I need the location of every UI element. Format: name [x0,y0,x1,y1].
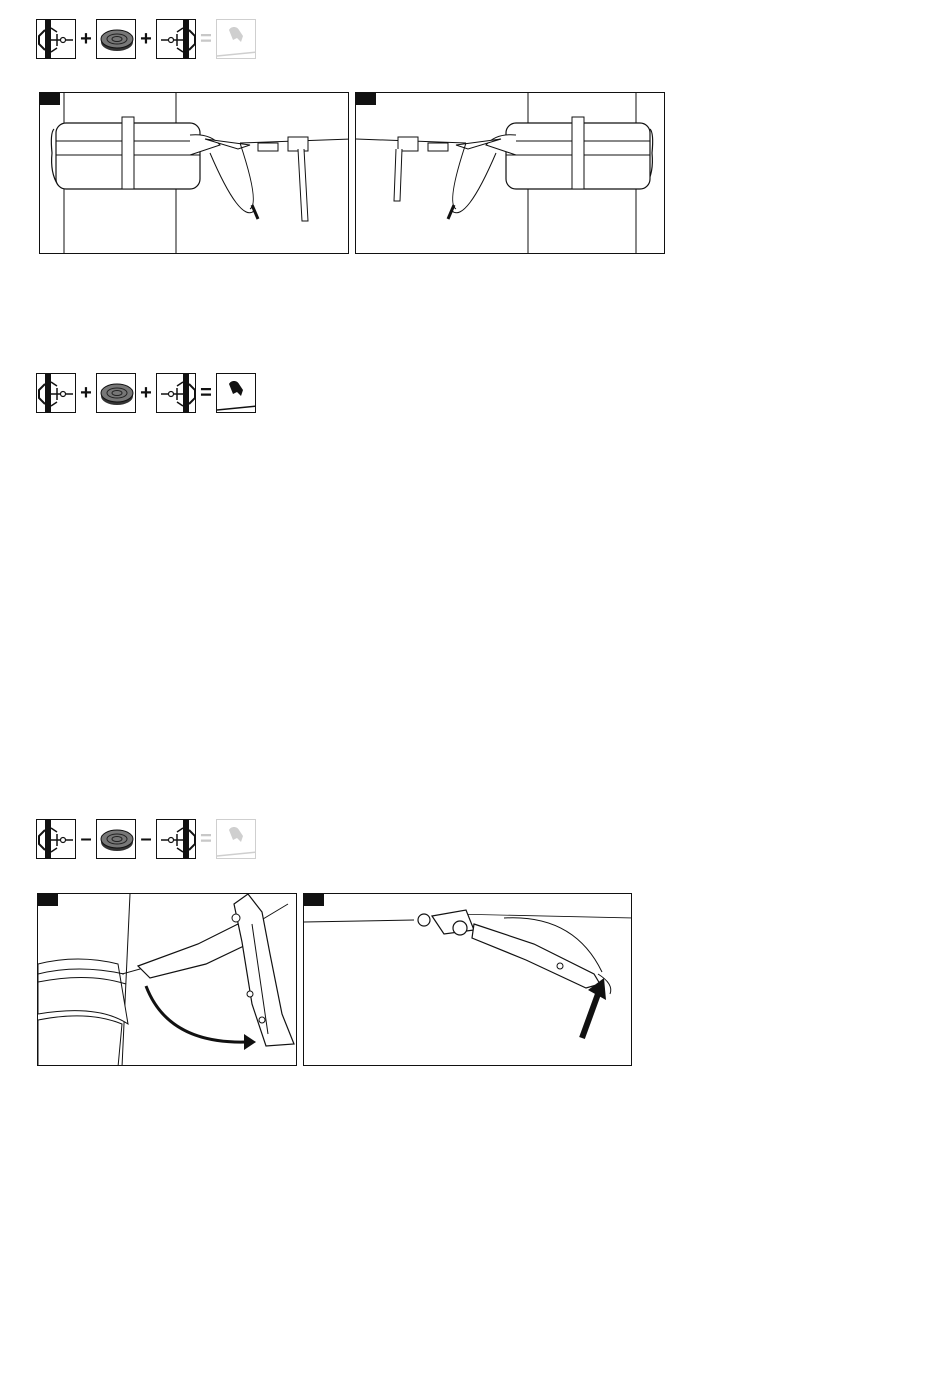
line-result-icon [216,819,256,859]
sling-coil-icon [96,819,136,859]
plus-operator: + [140,28,152,50]
instruction-row-3 [36,818,256,860]
instruction-row-2 [36,372,256,414]
sling-coil-icon [96,373,136,413]
panel-left-anchor [39,92,349,254]
left-anchor-icon [36,819,76,859]
line-result-icon [216,373,256,413]
equals-operator: = [200,28,212,50]
panel-lever-push [303,893,632,1066]
right-anchor-icon [156,19,196,59]
minus-operator: – [80,828,92,850]
sling-coil-icon [96,19,136,59]
minus-operator: – [140,828,152,850]
instruction-row-1 [36,18,256,60]
panel-right-anchor [355,92,665,254]
right-anchor-icon [156,373,196,413]
plus-operator: + [80,382,92,404]
equals-operator: = [200,382,212,404]
left-anchor-icon [36,373,76,413]
right-anchor-icon [156,819,196,859]
left-anchor-icon [36,19,76,59]
panel-ratchet-release [37,893,297,1066]
line-result-icon [216,19,256,59]
plus-operator: + [80,28,92,50]
plus-operator: + [140,382,152,404]
equals-operator: = [200,828,212,850]
